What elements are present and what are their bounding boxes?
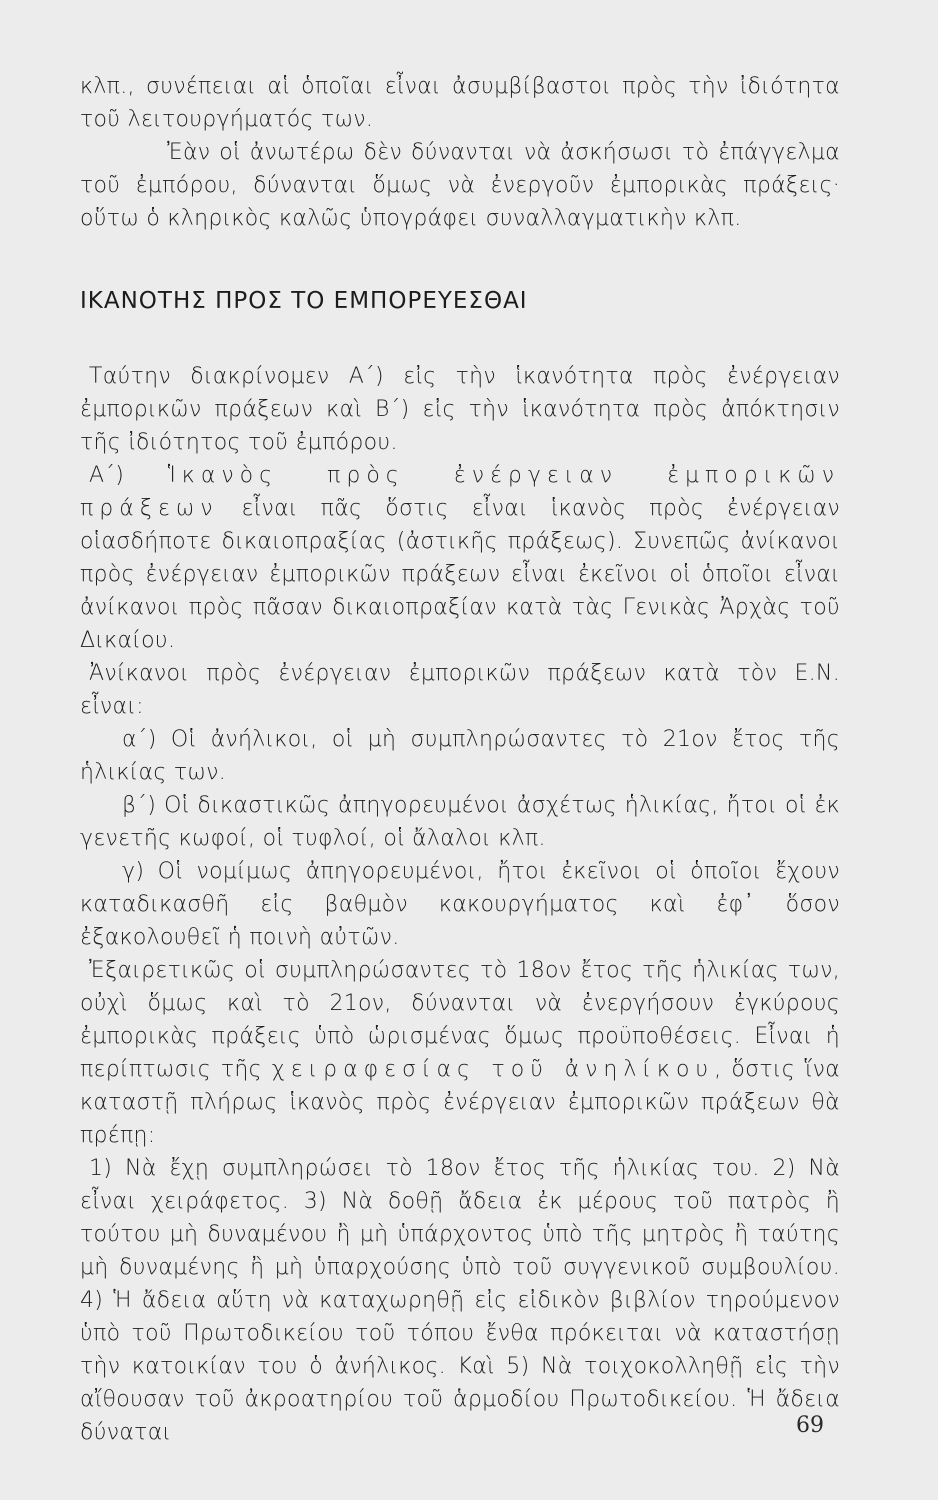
paragraph-exception-spaced: χειραφεσίας τοῦ ἀνηλίκου xyxy=(271,1057,715,1082)
list-item-a: α΄) Οἱ ἀνήλικοι, οἱ μὴ συμπληρώσαντες τὸ 21ον ἔτος τῆς ἡλικίας των. xyxy=(80,727,840,785)
paragraph-exception xyxy=(80,954,840,1152)
body-text xyxy=(80,70,840,1449)
paragraph-a-rest: εἶναι πᾶς ὅστις εἶναι ἱκανὸς πρὸς ἐνέργειαν οἱασδήποτε δικαιοπραξίας (ἀστικῆς πράξεως). Συνεπῶς ἀνίκανοι πρὸς ἐνέργειαν ἐμπορικῶν πράξεων εἶναι ἐκεῖνοι οἱ ὁποῖοι εἶναι ἀνίκανοι πρὸς πᾶσαν δικαιοπραξίαν κατὰ τὰς Γενικὰς Ἀρχὰς τοῦ Δικαίου. xyxy=(80,496,840,653)
section-title: ΙΚΑΝΟΤΗΣ ΠΡΟΣ ΤΟ ΕΜΠΟΡΕΥΕΣΘΑΙ xyxy=(80,288,528,314)
paragraph-a-spaced: Ἱκανὸς πρὸς ἐνέργειαν ἐμπορικῶν πράξεων xyxy=(80,463,841,521)
list-item-b: β΄) Οἱ δικαστικῶς ἀπηγορευμένοι ἀσχέτως ἡλικίας, ἤτοι οἱ ἐκ γενετῆς κωφοί, οἱ τυφλοί, οἱ ἄλαλοι κλπ. xyxy=(80,793,840,851)
paragraph-a-prefix: Α΄) xyxy=(89,463,168,488)
paragraph-opening-1: κλπ., συνέπειαι αἱ ὁποῖαι εἶναι ἀσυμβίβαστοι πρὸς τὴν ἰδιότητα τοῦ λειτουργήματός των. xyxy=(80,74,840,132)
paragraph-exception-end: , ὅστις ἵνα καταστῇ πλήρως ἱκανὸς πρὸς ἐνέργειαν ἐμπορικῶν πράξεων θὰ πρέπῃ: xyxy=(80,1057,840,1148)
paragraph-conditions: 1) Νὰ ἔχῃ συμπληρώσει τὸ 18ον ἔτος τῆς ἡλικίας του. 2) Νὰ εἶναι χειράφετος. 3) Νὰ δοθῇ ἄδεια ἐκ μέρους τοῦ πατρὸς ἢ τούτου μὴ δυναμένου ἢ μὴ ὑπάρχοντος ὑπὸ τῆς μητρὸς ἢ ταύτης μὴ δυναμένης ἢ μὴ ὑπαρχούσης ὑπὸ τοῦ συγγενικοῦ συμβουλίου. 4) Ἡ ἄδεια αὕτη νὰ καταχωρηθῇ εἰς εἰδικὸν βιβλίον τηρούμενον ὑπὸ τοῦ Πρωτοδικείου τοῦ τόπου ἔνθα πρόκειται νὰ καταστήσῃ τὴν κατοικίαν του ὁ ἀνήλικος. Καὶ 5) Νὰ τοιχοκολληθῇ εἰς τὴν αἴθουσαν τοῦ ἀκροατηρίου τοῦ ἁρμοδίου Πρωτοδικείου. Ἡ ἄδεια δύναται xyxy=(80,1156,840,1445)
list-item-c: γ) Οἱ νομίμως ἀπηγορευμένοι, ἤτοι ἐκεῖνοι οἱ ὁποῖοι ἔχουν καταδικασθῆ εἰς βαθμὸν κακουργήματος καὶ ἐφ᾽ ὅσον ἐξακολουθεῖ ἡ ποινὴ αὐτῶν. xyxy=(80,859,840,950)
page-number: 69 xyxy=(796,1413,824,1438)
paragraph-exception-start: Ἐξαιρετικῶς οἱ συμπληρώσαντες τὸ 18ον ἔτος τῆς ἡλικίας των, οὐχὶ ὅμως καὶ τὸ 21ον, δύνανται νὰ ἐνεργήσουν ἐγκύρους ἐμπορικὰς πράξεις ὑπὸ ὡρισμένας ὅμως προϋποθέσεις. Εἶναι ἡ περίπτωσις τῆς xyxy=(80,958,840,1082)
paragraph-opening-2: Ἐὰν οἱ ἀνωτέρω δὲν δύνανται νὰ ἀσκήσωσι τὸ ἐπάγγελμα τοῦ ἐμπόρου, δύνανται ὅμως νὰ ἐνεργοῦν ἐμπορικὰς πράξεις· οὕτω ὁ κληρικὸς καλῶς ὑπογράφει συναλλαγματικὴν κλπ. xyxy=(80,140,840,231)
paragraph-a xyxy=(80,459,840,657)
paragraph-intro: Ταύτην διακρίνομεν Α΄) εἰς τὴν ἱκανότητα πρὸς ἐνέργειαν ἐμπορικῶν πράξεων καὶ Β΄) εἰς τὴν ἱκανότητα πρὸς ἀπόκτησιν τῆς ἰδιότητος τοῦ ἐμπόρου. xyxy=(80,364,840,455)
paragraph-incapable-intro: Ἀνίκανοι πρὸς ἐνέργειαν ἐμπορικῶν πράξεων κατὰ τὸν Ε.Ν. εἶναι: xyxy=(80,661,840,719)
